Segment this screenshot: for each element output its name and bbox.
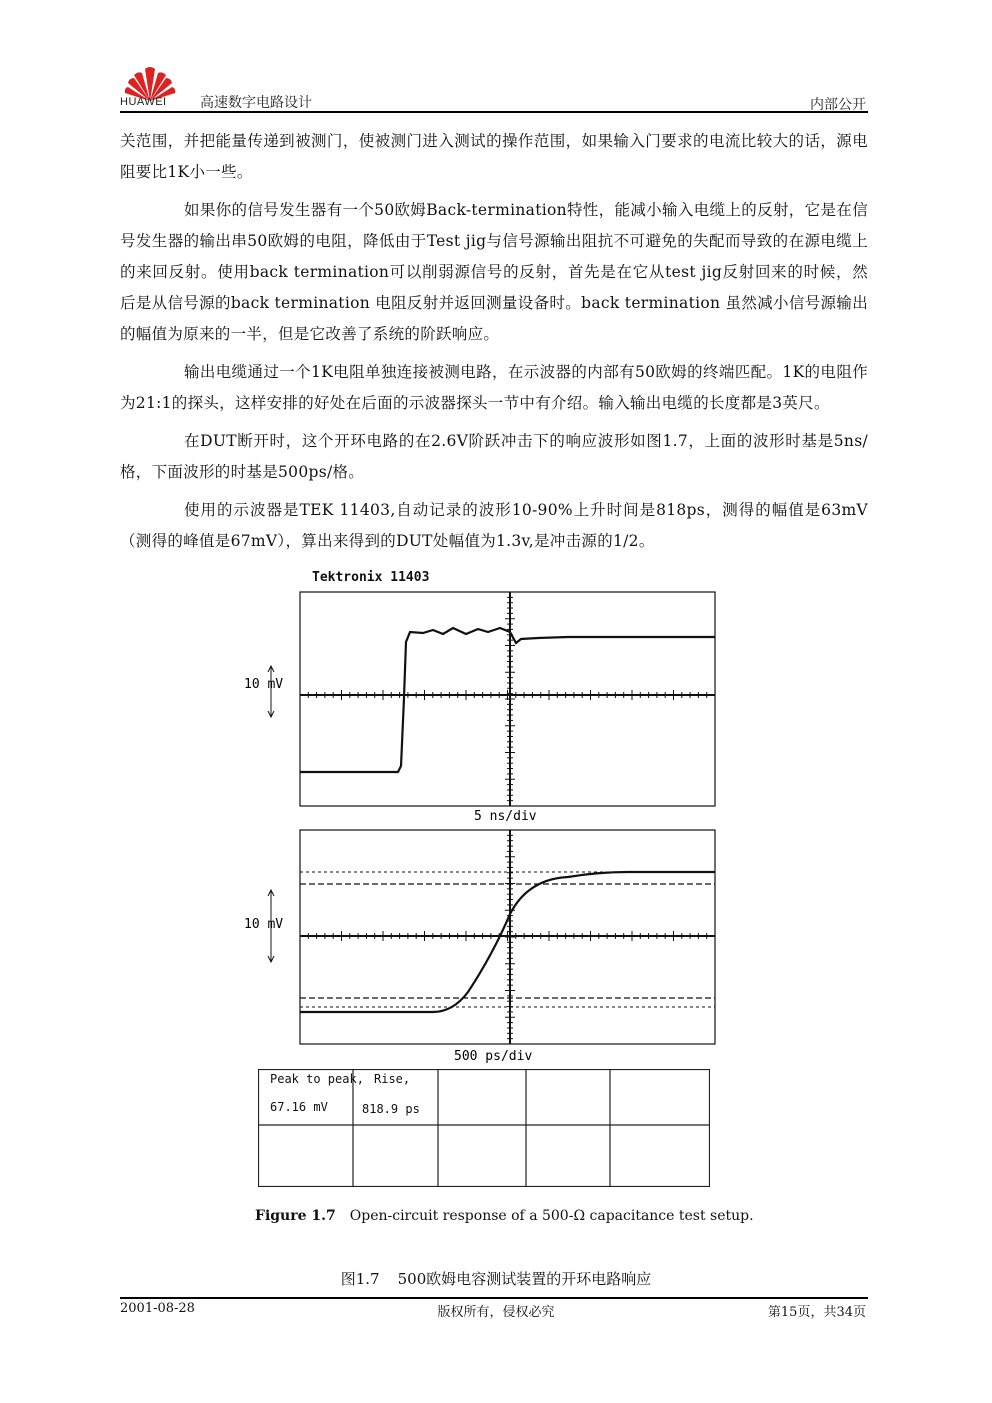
top-timebase-label: 5 ns/div	[474, 809, 537, 824]
paragraph-2: 如果你的信号发生器有一个50欧姆Back-termination特性，能减小输入电缆上的反射，它是在信号发生器的输出串50欧姆的电阻，降低由于Test jig与信号源输出阻抗不可避免的失配而导致的在源电缆上的来回反射。使用back termination可以削弱源信号的反射，首先是在它从test jig反射回来的时候，然后是从信号源的back termination 电阻反射并返回测量设备时。back termination 虽然减小信号源输出的幅值为原来的一半，但是它改善了系统的阶跃响应。	[120, 201, 868, 343]
top-vscale-label: 10 mV	[244, 677, 284, 692]
top-plot	[268, 592, 715, 806]
header-rule	[120, 111, 868, 113]
peak-value: 67.16 mV	[270, 1100, 328, 1114]
measurement-table	[258, 1069, 710, 1187]
peak-label: Peak to peak,	[270, 1072, 364, 1086]
body-text	[120, 126, 868, 564]
figure-caption-en-number: Figure 1.7	[255, 1208, 336, 1224]
footer-date: 2001-08-28	[120, 1301, 195, 1316]
oscilloscope-figure	[238, 584, 728, 1064]
figure-caption-zh-number: 图1.7	[340, 1270, 380, 1288]
figure-caption-zh-text: 500欧姆电容测试装置的开环电路响应	[397, 1270, 652, 1288]
instrument-label: Tektronix 11403	[312, 570, 430, 585]
paragraph-4: 在DUT断开时，这个开环电路的在2.6V阶跃冲击下的响应波形如图1.7，上面的波形时基是5ns/格，下面波形的时基是500ps/格。	[120, 432, 868, 481]
bottom-plot	[268, 830, 715, 1044]
figure-caption-zh	[0, 1268, 992, 1289]
logo-wordmark: HUAWEI	[120, 96, 167, 108]
bottom-timebase-label: 500 ps/div	[454, 1049, 533, 1064]
figure-caption-en-text: Open-circuit response of a 500-Ω capacitance test setup.	[349, 1208, 754, 1224]
rise-value: 818.9 ps	[362, 1102, 420, 1116]
rise-label: Rise,	[374, 1072, 411, 1086]
paragraph-3: 输出电缆通过一个1K电阻单独连接被测电路，在示波器的内部有50欧姆的终端匹配。1K的电阻作为21:1的探头，这样安排的好处在后面的示波器探头一节中有介绍。输入输出电缆的长度都是3英尺。	[120, 363, 868, 412]
figure-caption-en	[255, 1208, 754, 1224]
classification-label: 内部公开	[810, 97, 866, 113]
footer-page-number: 第15页，共34页	[767, 1305, 866, 1320]
footer-copyright: 版权所有，侵权必究	[437, 1305, 555, 1320]
document-title: 高速数字电路设计	[200, 95, 312, 111]
bottom-vscale-label: 10 mV	[244, 917, 284, 932]
paragraph-1: 关范围，并把能量传递到被测门，使被测门进入测试的操作范围，如果输入门要求的电流比较大的话，源电阻要比1K小一些。	[120, 132, 868, 181]
footer-rule	[120, 1297, 868, 1299]
paragraph-5: 使用的示波器是TEK 11403,自动记录的波形10-90%上升时间是818ps，测得的幅值是63mV（测得的峰值是67mV），算出来得到的DUT处幅值为1.3v,是冲击源的1/2。	[120, 501, 868, 550]
